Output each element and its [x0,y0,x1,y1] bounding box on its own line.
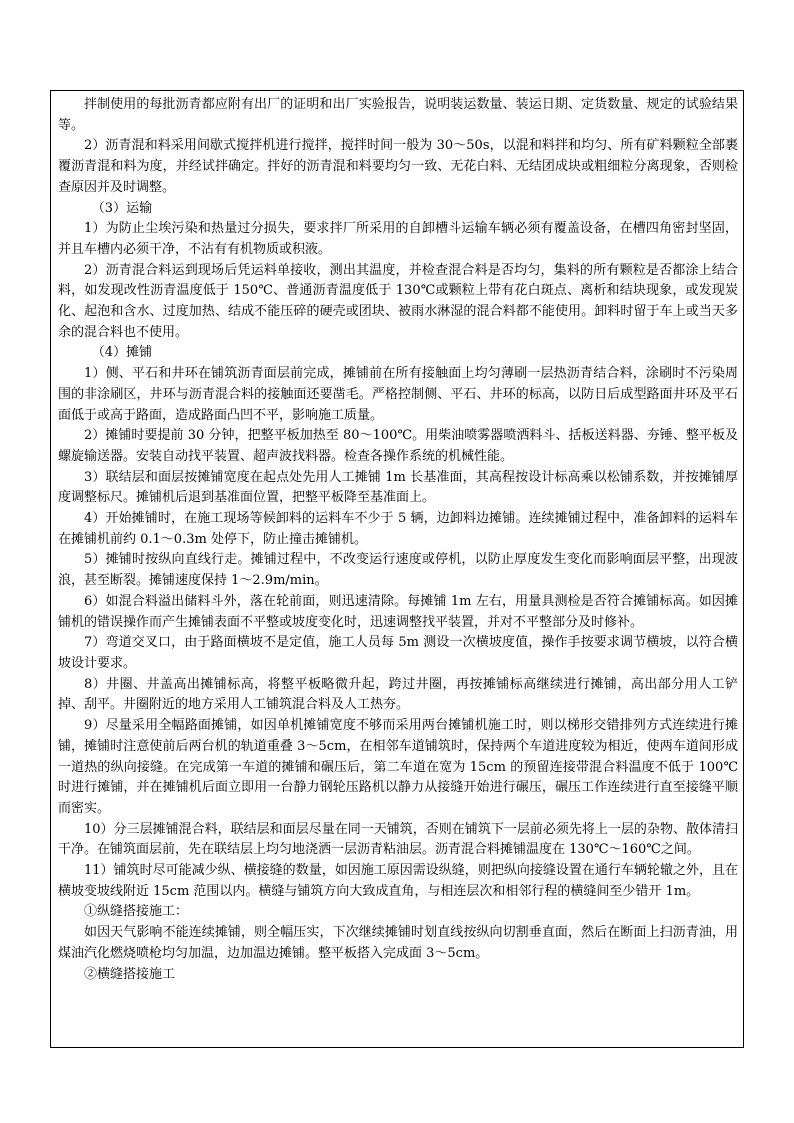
paragraph-paving-9: 9）尽量采用全幅路面摊铺，如因单机摊铺宽度不够而采用两台摊铺机施工时，则以梯形交错排列方式连续进行摊铺，摊铺时注意使前后两台机的轨道重叠 3～5cm，在相邻车道铺筑时，保持两个车道进度较为相近，使两车道间形成一道热的纵向接缝。在完成第一车道的摊铺和碾压后，第二车道在宽为 15cm 的预留连接带混合料温度不低于 100℃时进行摊铺，并在摊铺机后面立即用一台静力钢轮压路机以静力从接缝开始进行碾压，碾压工作连续进行直至接缝平顺而密实。 [58,718,738,816]
paragraph-paving-7: 7）弯道交叉口，由于路面横坡不是定值，施工人员每 5m 测设一次横坡度值，操作手按要求调节横坡，以符合横坡设计要求。 [58,635,738,671]
paragraph-transport-2: 2）沥青混合料运到现场后凭运料单接收，测出其温度，并检查混合料是否均匀，集料的所有颗粒是否都涂上结合料，如发现改性沥青温度低于 150℃、普通沥青温度低于 130℃或颗粒上带有花白斑点、离析和结块现象，或发现炭化、起泡和含水、过度加热、结成不能压碎的硬壳或团块、被雨水淋湿的混合料都不能使用。卸料时留于车上或当天多余的混合料也不使用。 [58,262,738,340]
paragraph-asphalt-certificate: 拌制使用的每批沥青都应附有出厂的证明和出厂实验报告，说明装运数量、装运日期、定货数量、规定的试验结果等。 [58,97,738,133]
paragraph-transport-1: 1）为防止尘埃污染和热量过分损失，要求拌厂所采用的自卸槽斗运输车辆必须有覆盖设备，在槽四角密封坚固，并且车槽内必须干净，不沾有有机物质或积液。 [58,221,738,257]
paragraph-mixing-2: 2）沥青混和料采用间歇式搅拌机进行搅拌，搅拌时间一般为 30～50s，以混和料拌和均匀、所有矿料颗粒全部裹覆沥青混和料为度，并经试拌确定。拌好的沥青混和料要均匀一致、无花白料、无结团成块或粗细粒分离现象，否则检查原因并及时调整。 [58,138,738,195]
paragraph-paving-8: 8）井圈、井盖高出摊铺标高，将整平板略微升起，跨过井圈，再按摊铺标高继续进行摊铺，高出部分用人工铲掉、刮平。井圈附近的地方采用人工铺筑混合料及人工热夯。 [58,676,738,713]
paragraph-paving-1: 1）侧、平石和井环在铺筑沥青面层前完成，摊铺前在所有接触面上均匀薄刷一层热沥青结合料，涂刷时不污染周围的非涂刷区，井环与沥青混合料的接触面还要凿毛。严格控制侧、平石、井环的标高，以防日后成型路面井环及平石面低于或高于路面，造成路面凸凹不平，影响施工质量。 [58,366,738,423]
paragraph-paving-5: 5）摊铺时按纵向直线行走。摊铺过程中，不改变运行速度或停机，以防止厚度发生变化而影响面层平整，出现波浪，甚至断裂。摊铺速度保持 1～2.9m/min。 [58,552,738,589]
paragraph-longitudinal-joint: 如因天气影响不能连续摊铺，则全幅压实，下次继续摊铺时划直线按纵向切割垂直面，然后在断面上扫沥青油，用煤油汽化燃烧喷枪均匀加温，边加温边摊铺。整平板搭入完成面 3～5cm。 [58,925,738,961]
section-heading-transport: （3）运输 [91,200,153,216]
paragraph-paving-10: 10）分三层摊铺混合料，联结层和面层尽量在同一天铺筑，否则在铺筑下一层前必须先将上一层的杂物、散体清扫干净。在铺筑面层前，先在联结层上均匀地浇洒一层沥青粘油层。沥青混合料摊铺温度在 130℃～160℃之间。 [58,821,738,858]
paragraph-paving-11: 11）铺筑时尽可能减少纵、横接缝的数量，如因施工原因需设纵缝，则把纵向接缝设置在通行车辆轮辙之外，且在横坡变坡线附近 15cm 范围以内。横缝与铺筑方向大致成直角，与相连层次和相邻行程的横缝间至少错开 1m。 [58,863,738,899]
document-body [58,95,738,985]
paragraph-paving-2: 2）摊铺时要提前 30 分钟，把整平板加热至 80～100℃。用柴油喷雾器喷洒料斗、括板送料器、夯锤、整平板及螺旋输送器。安装自动找平装置、超声波找料器。检查各操作系统的机械性能。 [58,428,738,464]
subheading-longitudinal-joint: ①纵缝搭接施工： [84,904,189,920]
paragraph-paving-6: 6）如混合料溢出储料斗外，落在轮前面，则迅速清除。每摊铺 1m 左右，用量具测检是否符合摊铺标高。如因摊铺机的错误操作而产生摊铺表面不平整或坡度变化时，迅速调整找平装置，并对不平整部分及时修补。 [58,593,738,630]
subheading-transverse-joint: ②横缝搭接施工 [84,966,176,982]
paragraph-paving-4: 4）开始摊铺时，在施工现场等候卸料的运料车不少于 5 辆，边卸料边摊铺。连续摊铺过程中，准备卸料的运料车在摊铺机前约 0.1～0.3m 处停下，防止撞击摊铺机。 [58,511,738,547]
section-heading-paving: （4）摊铺 [91,345,153,361]
paragraph-paving-3: 3）联结层和面层按摊铺宽度在起点处先用人工摊铺 1m 长基准面，其高程按设计标高乘以松铺系数，并按摊铺厚度调整标尺。摊铺机后退到基准面位置，把整平板降至基准面上。 [58,469,738,506]
